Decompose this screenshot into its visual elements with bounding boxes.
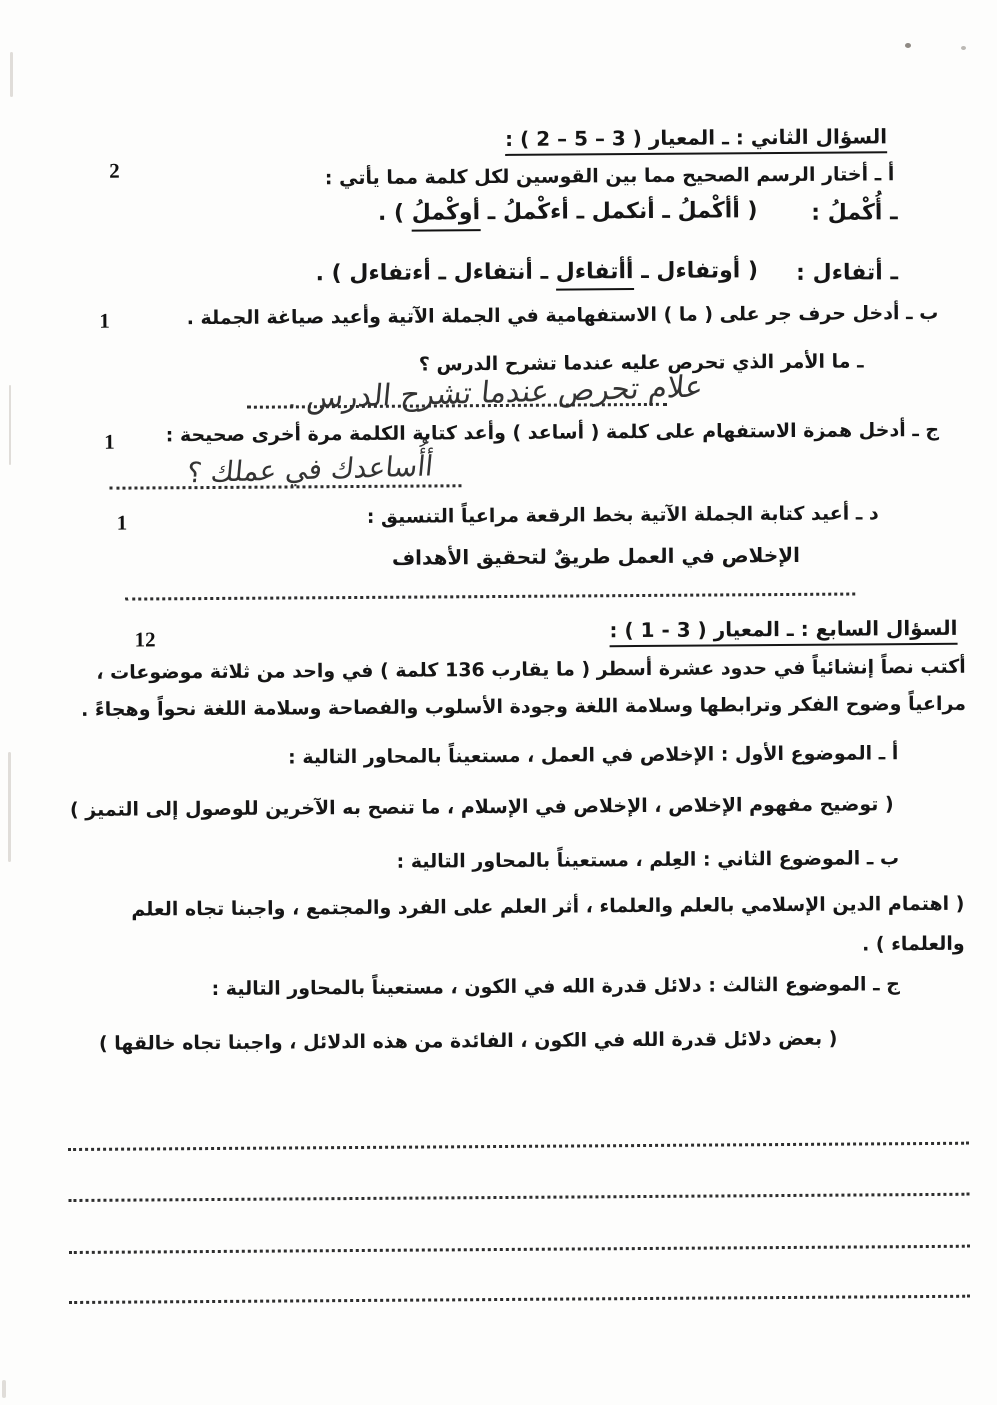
- choice-options-atafaal: [316, 258, 759, 286]
- ruq3a-sentence: الإخلاص في العمل طريقٌ لتحقيق الأهداف: [391, 542, 801, 570]
- dotted-separator-line: [125, 593, 855, 601]
- topic-b-hint-line1: ( اهتمام الدين الإسلامي بالعلم والعلماء ، أثر العلم على الفرد والمجتمع ، واجبنا تجاه العلم: [131, 892, 965, 921]
- essay-answer-line: [69, 1245, 970, 1254]
- topic-b-hint-line2: والعلماء ) .: [861, 932, 965, 956]
- handwritten-answer-b: علام تحرص عندما تشرح الدرس .: [285, 369, 705, 417]
- part-b-prompt: ب ـ أدخل حرف جر على ( ما ) الاستفهامية في الجملة الآتية وأعيد صياغة الجملة .: [186, 301, 939, 330]
- topic-a-title: أ ـ الموضوع الأول : الإخلاص في العمل ، مستعيناً بالمحاور التالية :: [288, 742, 899, 769]
- question7-header: السؤال السابع : ـ المعيار ( 3 - 1 ) :: [609, 616, 957, 647]
- choice-options-text: ) .: [377, 200, 412, 226]
- question2-mark: 2: [109, 158, 120, 183]
- dotted-answer-line: [109, 484, 461, 489]
- part-c-mark: 1: [104, 429, 115, 454]
- choice-options-akmil: [378, 198, 758, 226]
- topic-b-title: ب ـ الموضوع الثاني : العِلم ، مستعيناً بالمحاور التالية :: [396, 847, 900, 873]
- handwritten-answer-c: أأُساعدك في عملك ؟: [185, 449, 435, 490]
- part-b-sentence: ـ ما الأمر الذي تحرص عليه عندما تشرح الدرس ؟: [418, 350, 864, 376]
- part-b-mark: 1: [99, 308, 110, 333]
- question7-mark: 12: [134, 627, 156, 652]
- choice-options-text: ( أوتفاءل ـ: [633, 258, 759, 285]
- topic-a-hint: ( توضيح مفهوم الإخلاص ، الإخلاص في الإسلام ، ما تنصح به الآخرين للوصول إلى التميز ): [69, 793, 894, 821]
- topic-c-hint: ( بعض دلائل قدرة الله في الكون ، الفائدة من هذه الدلائل ، واجبنا تجاه خالقها ): [98, 1027, 838, 1055]
- part-a-prompt: أ ـ أختار الرسم الصحيح مما بين القوسين لكل كلمة مما يأتي :: [324, 163, 895, 190]
- topic-c-title: ج ـ الموضوع الثالث : دلائل قدرة الله في الكون ، مستعيناً بالمحاور التالية :: [211, 973, 901, 1001]
- underlined-choice: أأتفاءل: [556, 259, 634, 291]
- part-c-prompt: ج ـ أدخل همزة الاستفهام على كلمة ( أساعد ) وأعد كتابة الكلمة مرة أخرى صحيحة :: [165, 418, 940, 447]
- choice-options-text: ـ أنتفاءل ـ أءتفاءل ) .: [315, 259, 556, 287]
- choice-word-atafaal: ـ أتفاءل :: [796, 260, 899, 286]
- choice-options-text: ( أأكْملُ ـ أنكمل ـ أءكْملُ ـ: [480, 198, 758, 226]
- choice-word-akmil: ـ أُكْملُ :: [811, 200, 898, 226]
- essay-answer-line: [68, 1142, 969, 1151]
- question2-header: السؤال الثاني : ـ المعيار ( 3 – 5 – 2 ) :: [505, 124, 887, 156]
- essay-instructions-line2: مراعياً وضوح الفكر وترابطها وسلامة اللغة وجودة الأسلوب والفصاحة وسلامة اللغة نحواً وهجاءً .: [81, 692, 967, 721]
- essay-answer-line: [69, 1295, 970, 1304]
- part-d-mark: 1: [116, 510, 128, 535]
- essay-answer-line: [68, 1193, 969, 1202]
- underlined-choice: أوكْملُ: [412, 200, 481, 231]
- part-d-prompt: د ـ أعيد كتابة الجملة الآتية بخط الرقعة مراعياً التنسيق :: [366, 502, 879, 528]
- essay-instructions-line1: أكتب نصاً إنشائياً في حدود عشرة أسطر ( ما يقارب 136 كلمة ) في واحد من ثلاثة موضوعات ،: [96, 655, 966, 684]
